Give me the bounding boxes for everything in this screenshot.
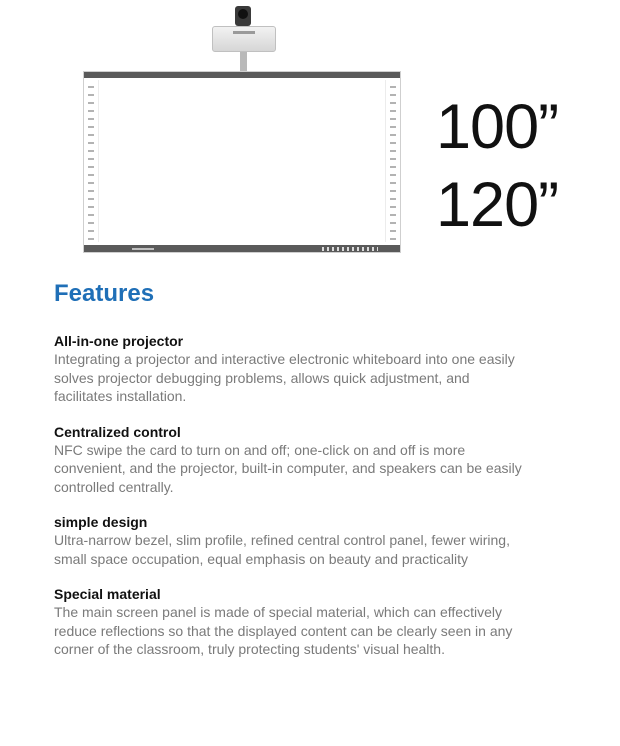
- feature-description: Ultra-narrow bezel, slim profile, refined central control panel, fewer wiring, small space occupation, equal emphasis on beauty and practicality: [54, 532, 510, 567]
- feature-description: Integrating a projector and interactive electronic whiteboard into one easily solves projector debugging problems, allows quick adjustment, and facilitates installation.: [54, 351, 515, 404]
- feature-item: [54, 585, 524, 659]
- whiteboard-control-panel: [322, 247, 378, 251]
- features-title: Features: [54, 280, 155, 307]
- whiteboard-image: [83, 71, 401, 253]
- whiteboard-left-toolbar: [88, 86, 94, 242]
- screen-size-list: [436, 88, 606, 244]
- feature-heading: Special material: [54, 586, 161, 602]
- feature-heading: All-in-one projector: [54, 333, 184, 349]
- projector-image: [212, 6, 276, 76]
- screen-size-100: 100”: [436, 92, 559, 162]
- hero-section: [0, 0, 620, 260]
- feature-heading: Centralized control: [54, 423, 181, 440]
- feature-description: NFC swipe the card to turn on and off; one-click on and off is more convenient, and the projector, built-in computer, and speakers can be easily controlled centrally.: [54, 441, 522, 495]
- whiteboard-logo: [132, 248, 154, 250]
- feature-description: The main screen panel is made of special material, which can effectively reduce reflections so that the displayed content can be clearly seen in any corner of the classroom, truly protecting students' visual health.: [54, 604, 513, 657]
- feature-item: [54, 513, 524, 568]
- projector-body: [212, 26, 276, 52]
- whiteboard-top-frame: [84, 72, 400, 78]
- feature-item: [54, 332, 524, 406]
- features-section: [54, 278, 524, 676]
- feature-item: [54, 423, 524, 497]
- screen-size-120: 120”: [436, 170, 559, 240]
- whiteboard-screen: [98, 80, 386, 242]
- whiteboard-right-toolbar: [390, 86, 396, 242]
- whiteboard-bottom-frame: [84, 245, 400, 252]
- projector-lens: [235, 6, 251, 26]
- feature-heading: simple design: [54, 514, 148, 530]
